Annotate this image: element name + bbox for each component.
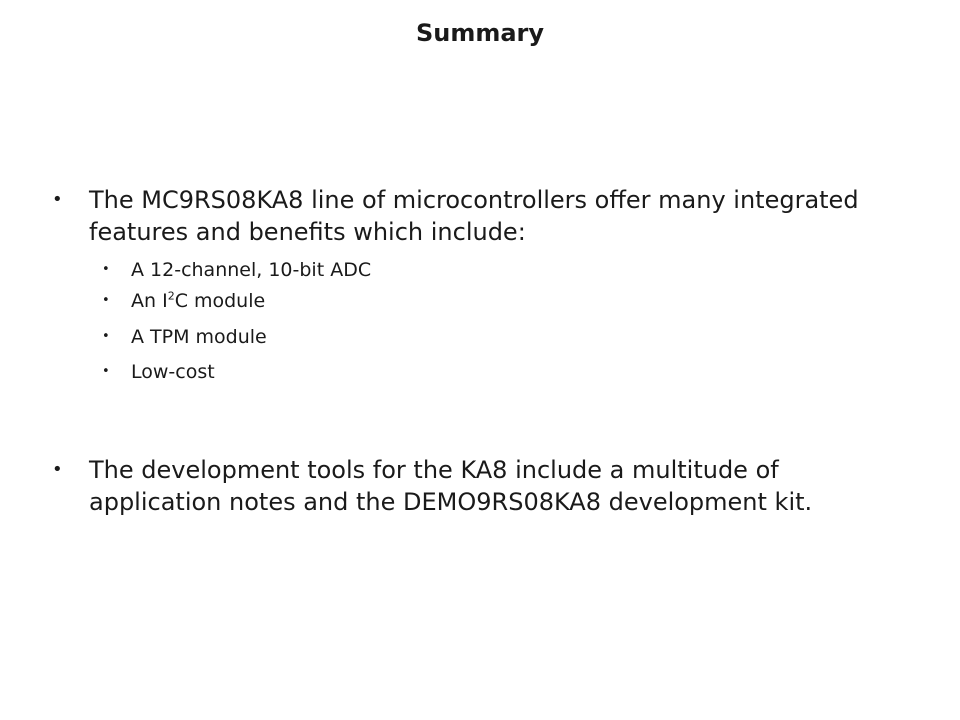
sub-bullet-dot: • (102, 262, 110, 277)
i2c-superscript: 2 (167, 289, 175, 303)
bullet-dot: • (52, 189, 63, 210)
i2c-prefix: An I (131, 290, 168, 312)
sub-item-i2c (102, 288, 265, 314)
i2c-suffix: C module (174, 290, 266, 312)
sub-item-text: A TPM module (131, 326, 267, 348)
sub-bullet-dot: • (102, 293, 110, 308)
sub-item-adc (102, 257, 371, 283)
bullet-item-dev-tools (52, 454, 912, 518)
sub-item-tpm (102, 324, 267, 350)
sub-item-text: A 12-channel, 10-bit ADC (131, 259, 372, 281)
bullet-text: The MC9RS08KA8 line of microcontrollers offer many integrated features and benefits which include: (89, 186, 859, 246)
sub-bullet-dot: • (102, 364, 110, 379)
bullet-dot: • (52, 459, 63, 480)
bullet-item-features (52, 184, 912, 248)
sub-item-text: Low-cost (131, 361, 215, 383)
bullet-text: The development tools for the KA8 include a multitude of application notes and the DEMO9RS08KA8 development kit. (89, 456, 813, 516)
slide-title: Summary (415, 19, 545, 47)
sub-item-text (131, 288, 265, 314)
sub-item-low-cost (102, 359, 215, 385)
sub-bullet-dot: • (102, 329, 110, 344)
